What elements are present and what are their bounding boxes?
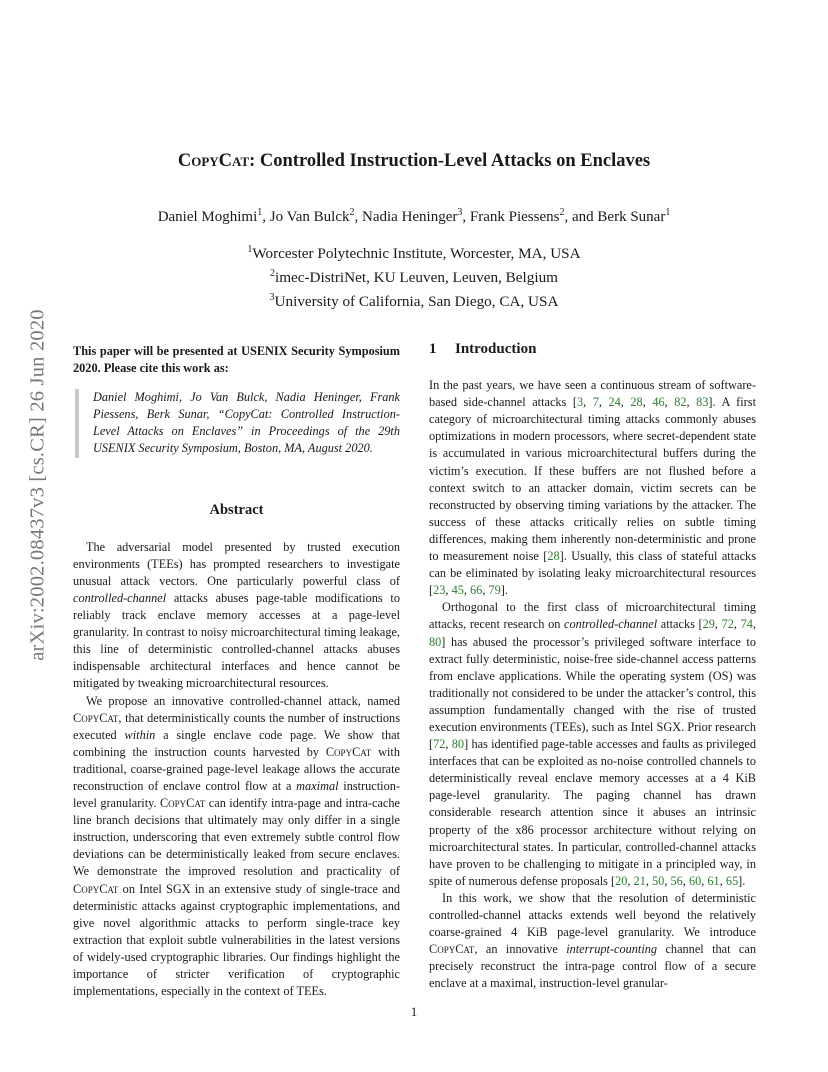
affiliation-marker: 3 [457, 207, 463, 218]
affiliation-marker: 2 [349, 207, 355, 218]
affiliation-marker: 1 [247, 244, 253, 255]
body-paragraph: Orthogonal to the first class of microarchitectural timing attacks, recent research on controlled-channel attacks [29, 72, 74, 80] has abused the processor’s privileged software interface to extract fully deterministic, noise-free side-channel access patterns from enclave applications. While the operating system (OS) was traditionally not considered to be under the attacker’s control, this assumption fundamentally changed with the rise of trusted execution environments (TEEs), such as Intel SGX. Prior research [72, 80] has identified page-table accesses and faults as privileged interfaces that can be exploited as no-noise controlled channels to deterministically reveal enclave memory accesses at a 4 KiB page-level granularity. The paging channel has drawn considerable research attention since it abuses an intrinsic property of the x86 processor architecture without relying on microarchitectural states. In particular, controlled-channel attacks have proven to be challenging to mitigate in a principled way, in spite of numerous defense proposals [20, 21, 50, 56, 60, 61, 65]. [429, 600, 756, 888]
author-name: Nadia Heninger [362, 209, 458, 225]
title-rest: : Controlled Instruction-Level Attacks on Enclaves [249, 151, 651, 171]
emphasis-text: maximal [296, 778, 339, 793]
citation-link[interactable]: 3 [576, 395, 584, 410]
affiliation-marker: 2 [269, 268, 275, 280]
affiliation: $^2$imec-DistriNet, KU Leuven, Leuven, Belgium [269, 268, 558, 287]
citation-link[interactable]: 29 [702, 617, 715, 632]
section-title: Introduction [455, 341, 537, 357]
citation-link[interactable]: 23 [433, 583, 446, 598]
presentation-notice: This paper will be presented at USENIX Security Symposium 2020. Please cite this work as: [73, 344, 400, 376]
paper-title [0, 151, 828, 172]
affiliation: $^1$Worcester Polytechnic Institute, Worcester, MA, USA [247, 244, 581, 263]
system-name: CopyCat [73, 710, 119, 725]
emphasis-text: controlled-channel [564, 617, 658, 632]
affiliation: $^3$University of California, San Diego, CA, USA [269, 292, 559, 311]
citation-link[interactable]: 28 [547, 549, 560, 564]
citation-link[interactable]: 80 [429, 634, 442, 649]
citation-link[interactable]: 50 [652, 873, 665, 888]
citation-link[interactable]: 60 [688, 873, 702, 888]
abstract-heading: Abstract [209, 501, 264, 518]
title-system-name: CopyCat [177, 151, 250, 171]
emphasis-text: within [124, 727, 156, 742]
abstract-paragraph: We propose an innovative controlled-channel attack, named CopyCat, that deterministically counts the number of instructions executed within a single enclave code page. We show that combining the instruction counts harvested by CopyCat with traditional, coarse-grained page-level leakage allows the accurate reconstruction of enclave control flow at a maximal instruction-level granularity. CopyCat can identify intra-page and intra-cache line branch decisions that ultimately may only differ in a single instruction, underscoring that even extremely subtle control flow deviations can be deterministically leaked from secure enclaves. We demonstrate the improved resolution and practicality of CopyCat on Intel SGX in an extensive study of single-trace and deterministic attacks against cryptographic implementations, and give novel algorithmic attacks to perform single-trace key extraction that exploit subtle vulnerabilities in the latest versions of widely-used cryptographic libraries. Our findings highlight the importance of stricter verification of cryptographic implementations, especially in the context of TEEs. [73, 693, 400, 999]
citation-link[interactable]: 7 [592, 395, 599, 410]
citation-link[interactable]: 20 [615, 873, 628, 888]
arxiv-identifier: arXiv:2002.08437v3 [cs.CR] 26 Jun 2020 [26, 309, 49, 661]
system-name: CopyCat [73, 881, 119, 896]
page-number: 1 [410, 1004, 418, 1019]
citation-link[interactable]: 79 [488, 583, 501, 598]
affiliation-list [0, 240, 828, 312]
citation-link[interactable]: 74 [740, 617, 753, 632]
affiliation-marker: 1 [665, 207, 671, 218]
citation-block: Daniel Moghimi, Jo Van Bulck, Nadia Heninger, Frank Piessens, Berk Sunar, “CopyCat: Controlled Instruction-Level Attacks on Enclaves” in Proceedings of the 29th USENIX Security Symposium, Boston, MA, August 2020. [75, 389, 400, 457]
citation-link[interactable]: 46 [652, 395, 665, 410]
citation-link[interactable]: 21 [633, 873, 646, 888]
affiliation-marker: 1 [257, 207, 263, 218]
section-number: 1 [429, 341, 437, 357]
system-name: CopyCat [325, 744, 372, 759]
left-column [73, 343, 400, 1000]
author-name: Frank Piessens [469, 209, 560, 225]
body-paragraph: In this work, we show that the resolution of deterministic controlled-channel attacks extends well beyond the relatively coarse-grained 4 KiB page-level granularity. We introduce CopyCat, an innovative interrupt-counting channel that can precisely reconstruct the intra-page control flow of a secure enclave at a maximal, instruction-level granular- [429, 890, 756, 991]
citation-link[interactable]: 24 [608, 395, 621, 410]
citation-link[interactable]: 65 [725, 873, 739, 888]
citation-link[interactable]: 80 [451, 737, 465, 752]
emphasis-text: interrupt-counting [566, 942, 658, 957]
citation-link[interactable]: 83 [696, 395, 709, 410]
emphasis-text: controlled-channel [73, 590, 167, 605]
author-name: Daniel Moghimi [157, 209, 258, 225]
abstract-paragraph: The adversarial model presented by trusted execution environments (TEEs) has prompted researchers to investigate unusual attack vectors. One particularly powerful class of controlled-channel attacks abuses page-table modifications to reliably track enclave memory accesses at a page-level granularity. In contrast to noisy microarchitectural timing leakage, this line of deterministic controlled-channel attacks abuses indispensable architectural interfaces and hence cannot be mitigated by tweaking microarchitectural resources. [73, 539, 400, 691]
citation-link[interactable]: 72 [721, 617, 734, 632]
system-name: CopyCat [159, 796, 206, 811]
citation-link[interactable]: 28 [630, 395, 643, 410]
arxiv-sidebar [16, 290, 60, 680]
author-name: Berk Sunar [597, 209, 666, 225]
citation-link[interactable]: 72 [433, 737, 446, 752]
system-name: CopyCat [429, 942, 475, 957]
citation-link[interactable]: 82 [674, 395, 687, 410]
author-name: Jo Van Bulck [269, 209, 350, 225]
citation-link[interactable]: 66 [470, 583, 483, 598]
section-heading [429, 341, 756, 358]
affiliation-marker: 3 [269, 292, 275, 304]
author-list: Daniel Moghimi$^1$, Jo Van Bulck$^2$, Nadia Heninger$^3$, Frank Piessens$^2$, and Berk Sunar$^1$ [157, 207, 671, 225]
citation-link[interactable]: 45 [451, 583, 464, 598]
affiliation-marker: 2 [559, 207, 565, 218]
citation-link[interactable]: 56 [670, 873, 683, 888]
body-paragraph: In the past years, we have seen a continuous stream of software-based side-channel attacks [3, 7, 24, 28, 46, 82, 83]. A first category of microarchitectural timing attacks commonly abuses optimizations in modern processors, where secret-dependent state is accumulated in various microarchitectural buffers during the victim’s execution. If these buffers are not flushed before a context switch to an attacker domain, victim secrets can be reconstructed by observing timing variations by the attacker. The success of these attacks critically relies on subtle timing differences, making them inherently non-deterministic and prone to measurement noise [28]. Usually, this class of stateful attacks can be eliminated by isolating leaky microarchitectural resources [23, 45, 66, 79]. [429, 378, 756, 598]
right-column [429, 341, 756, 992]
citation-link[interactable]: 61 [707, 873, 720, 888]
